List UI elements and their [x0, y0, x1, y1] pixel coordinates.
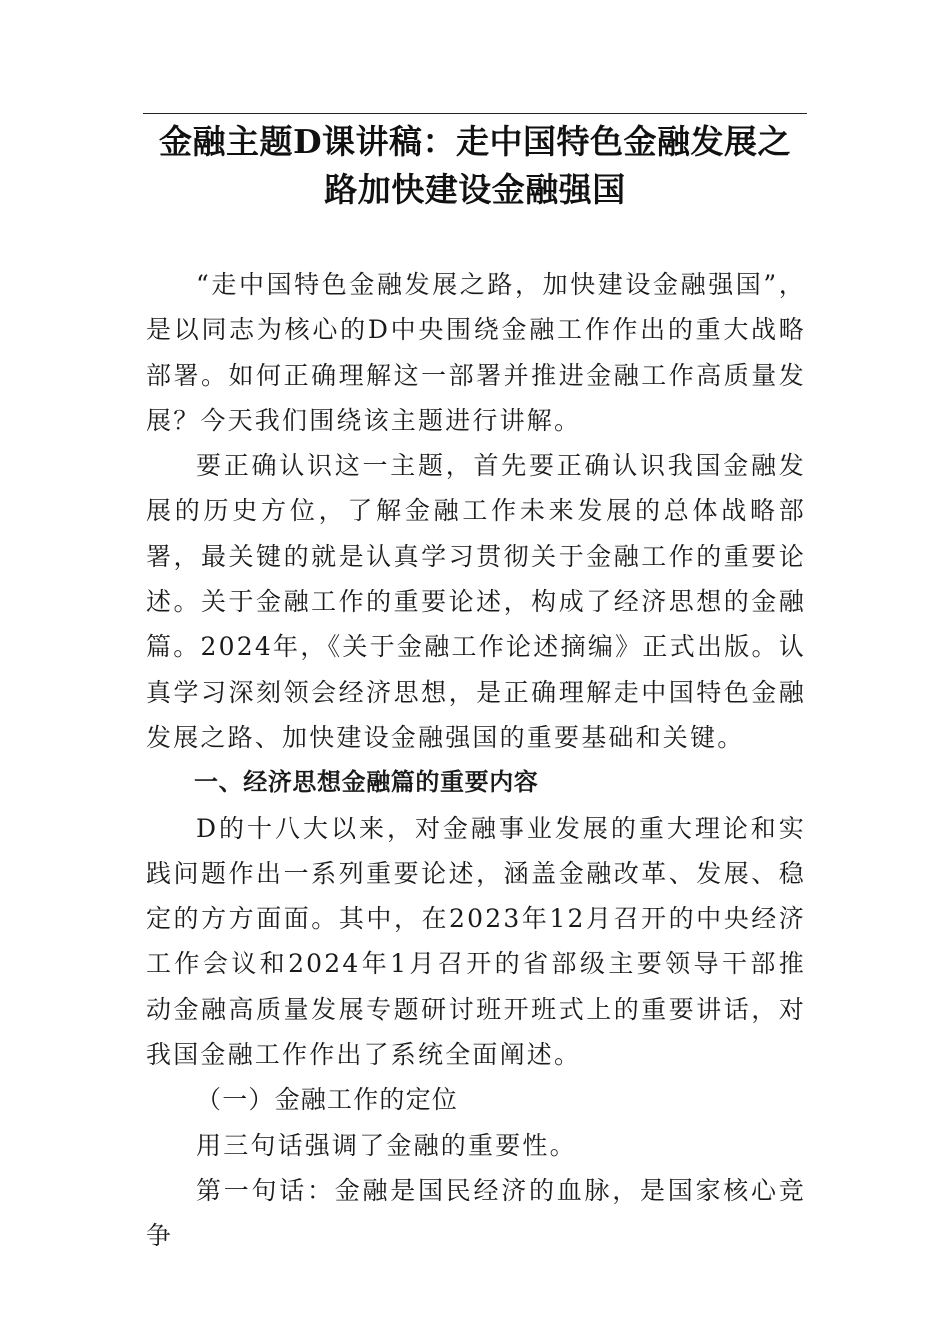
header-rule — [143, 113, 807, 114]
section-heading: 一、经济思想金融篇的重要内容 — [194, 768, 539, 797]
document-body — [146, 262, 806, 1259]
paragraph-context: 要正确认识这一主题，首先要正确认识我国金融发展的历史方位，了解金融工作未来发展的总体战略部署，最关键的就是认真学习贯彻关于金融工作的重要论述。关于金融工作的重要论述，构成了经济思想的金融篇。2024年，《关于金融工作论述摘编》正式出版。认真学习深刻领会经济思想，是正确理解走中国特色金融发展之路、加快建设金融强国的重要基础和关键。 — [146, 451, 806, 752]
document-title: 金融主题D课讲稿：走中国特色金融发展之路加快建设金融强国 — [158, 122, 792, 209]
paragraph-overview: D的十八大以来，对金融事业发展的重大理论和实践问题作出一系列重要论述，涵盖金融改革、发展、稳定的方方面面。其中，在2023年12月召开的中央经济工作会议和2024年1月召开的省部级主要领导干部推动金融高质量发展专题研讨班开班式上的重要讲话，对我国金融工作作出了系统全面阐述。 — [146, 813, 806, 1070]
paragraph-three-sentences: 用三句话强调了金融的重要性。 — [196, 1130, 577, 1160]
paragraph-intro: “走中国特色金融发展之路，加快建设金融强国”，是以同志为核心的D中央围绕金融工作作出的重大战略部署。如何正确理解这一部署并推进金融工作高质量发展？今天我们围绕该主题进行讲解。 — [146, 270, 806, 435]
paragraph-first-sentence: 第一句话：金融是国民经济的血脉，是国家核心竞争 — [146, 1175, 806, 1251]
subsection-heading: （一）金融工作的定位 — [196, 1085, 459, 1115]
